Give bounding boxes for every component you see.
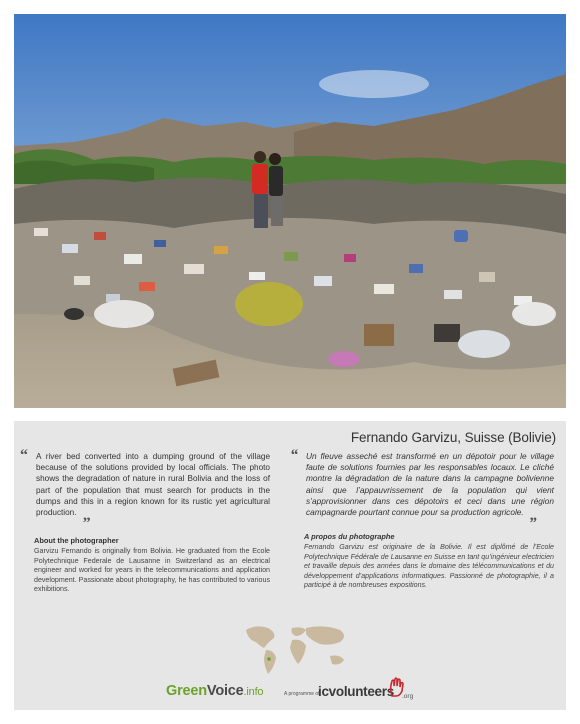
french-about-title: A propos du photographe xyxy=(304,532,395,542)
programme-of-label: A programme of xyxy=(284,691,320,697)
english-about-text: Garvizu Fernando is originally from Bolivia. He graduated from the Ecole Polytechnique Federale de Lausanne in Switzerland as an electrical engineer and worked for years in the telecommunications and application development. Passionate about photography, he has contributed to various exhibitions. xyxy=(34,547,270,594)
footer-logos xyxy=(164,677,424,705)
french-about-text: Fernando Garvizu est originaire de la Bolivie. Il est diplômé de l’Ecole Polytechnique Fédérale de Lausanne en Suisse en tant qu’ingénieur electricien et travaille depuis des années dans le domaine des télécommunications et du développement d’applications informatiques. Passionné de photographie, il a participé à de nombreuses expositions. xyxy=(304,543,554,590)
open-quote-icon: “ xyxy=(20,447,28,464)
greenvoice-logo[interactable]: GreenVoice.info xyxy=(166,683,264,699)
english-caption xyxy=(20,447,270,595)
french-quote xyxy=(290,447,554,525)
english-quote xyxy=(20,447,270,525)
french-caption xyxy=(290,447,554,591)
english-about-title: About the photographer xyxy=(34,536,119,546)
english-quote-text: A river bed converted into a dumping ground of the village because of the solutions provided by local officials. The photo shows the degradation of nature in rural Bolivia and the loss of part of the population that must search for products in the dumps and this in a region known for its rustic yet agricultural production. xyxy=(36,452,270,518)
caption-panel xyxy=(14,421,566,710)
icvolunteers-logo[interactable]: icvolunteers xyxy=(318,684,394,699)
landfill-photo xyxy=(14,14,566,408)
bolivia-marker xyxy=(267,657,271,661)
open-quote-icon: “ xyxy=(290,447,298,464)
french-quote-text: Un fleuve asseché est transformé en un dépotoir pour le village faute de solutions fournies par les responsables locaux. Le cliché montre la dégradation de la nature dans la campagne bolivienne ainsi que l’appauvrissement de la population qui vient s’approvisionner dans ces dépotoirs et ceci dans une région campagnarde pourtant connue pour sa production agricole. xyxy=(306,451,554,518)
close-quote-icon: „ xyxy=(82,507,91,525)
org-label: .org xyxy=(402,693,414,700)
photographer-credit: Fernando Garvizu, Suisse (Bolivie) xyxy=(350,430,556,445)
close-quote-icon: „ xyxy=(530,507,539,525)
world-map-icon xyxy=(240,622,354,678)
